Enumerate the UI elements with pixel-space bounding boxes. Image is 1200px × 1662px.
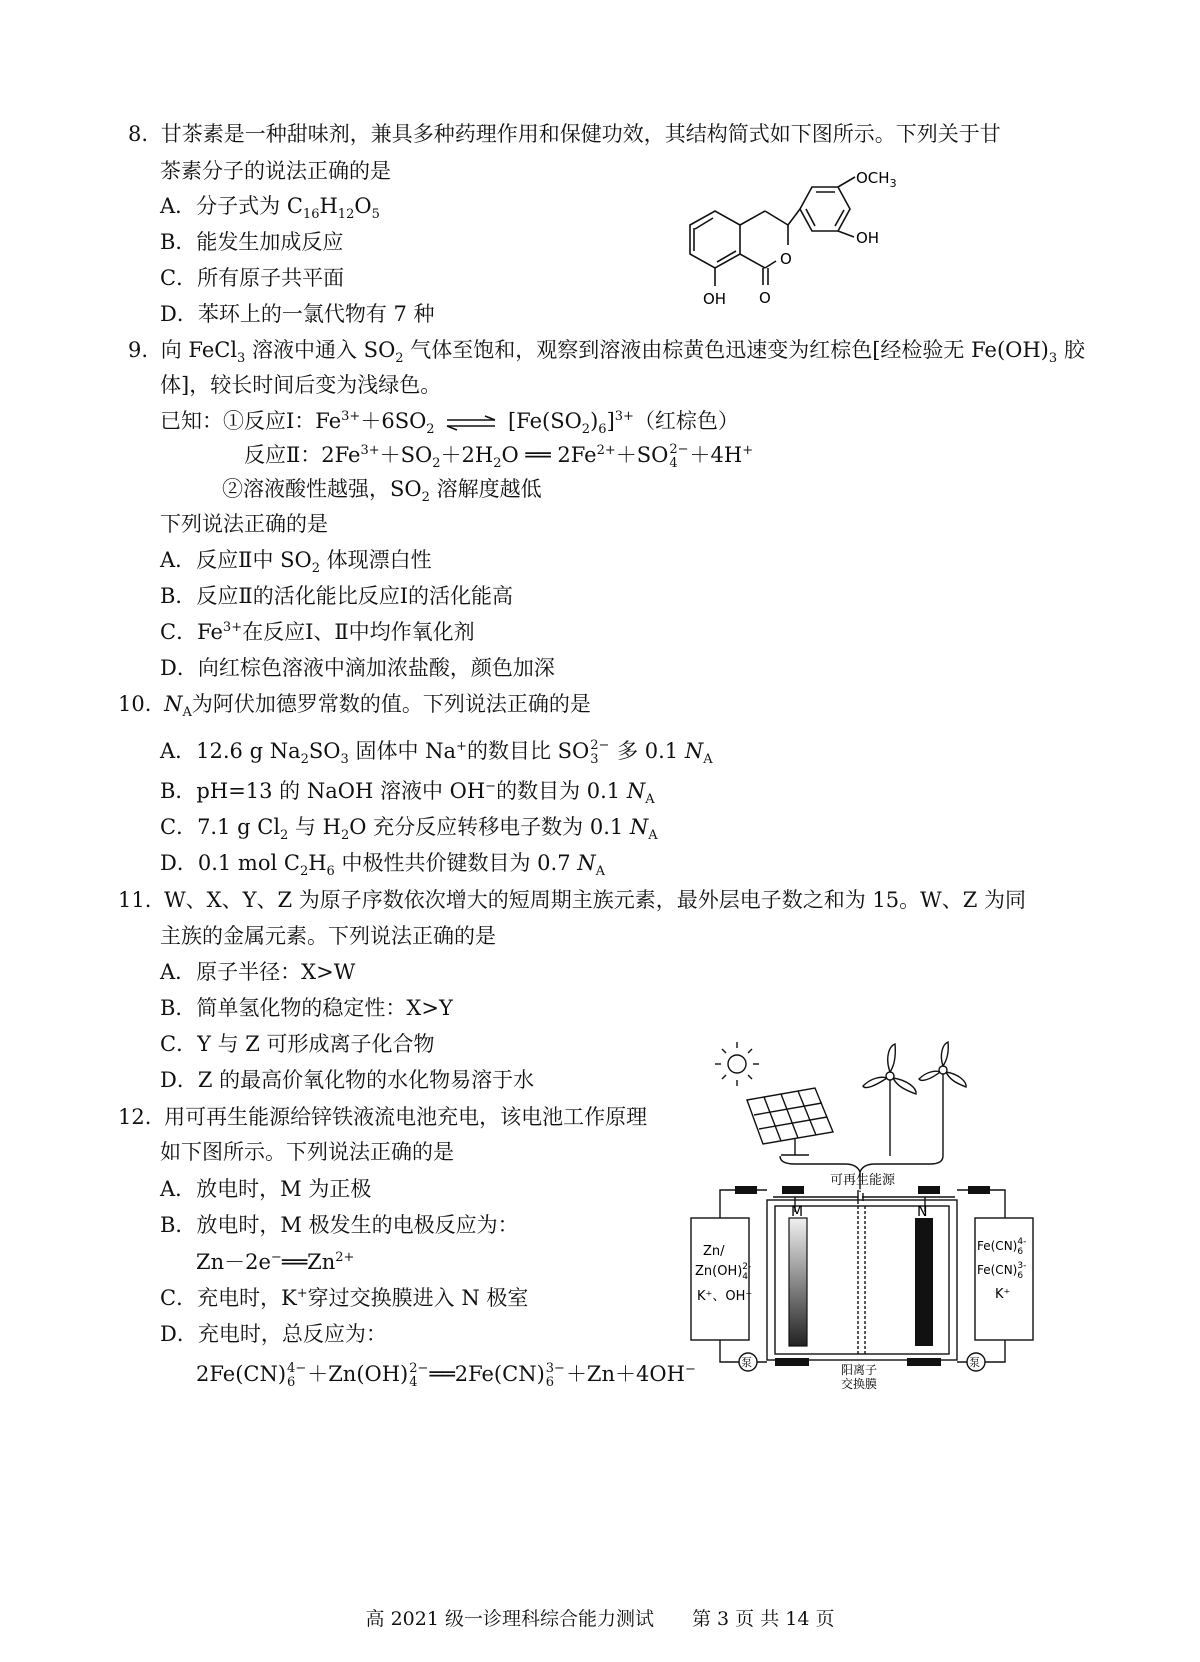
page-footer: 高 2021 级一诊理科综合能力测试 第 3 页 共 14 页 <box>365 1608 835 1630</box>
phenol-oh-label: OH <box>703 290 727 308</box>
right-tank-label-2: Fe(CN)$^{3-}$6 <box>977 1261 1027 1281</box>
q10-option-b: B．pH=13 的 NaOH 溶液中 OH−的数目为 0.1 $N_A$ <box>160 779 655 808</box>
left-tank-label-3: K⁺、OH⁻ <box>697 1289 753 1304</box>
q9-stem-line1: 9. 向 FeCl$_3$ 溶液中通入 $SO_2$ 气体至饱和，观察到溶液由棕黄色迅速变为红棕色[经检验无 $Fe(OH)_3$ 胶 <box>128 338 1085 367</box>
pump-label-right: 泵 <box>969 1356 980 1369</box>
ring-oh-label: OH <box>856 229 880 247</box>
electrode-n-label: N <box>917 1204 928 1220</box>
q9-known-reaction-1: 已知：①反应Ⅰ：$Fe^{3+}+6SO_2$ $[Fe(SO_2)_6]^{3+}$（红棕色） <box>160 409 739 438</box>
q8-option-d: D．苯环上的一氯代物有 7 种 <box>160 302 435 326</box>
carbonyl-oxygen-label: O <box>759 289 771 307</box>
q9-prompt: 下列说法正确的是 <box>160 512 328 536</box>
left-tank-label-2: Zn(OH)$^{2-}$4 <box>695 1262 752 1282</box>
wind-turbine-icon-2 <box>919 1042 966 1156</box>
q10-stem: 10. $N_A$为阿伏加德罗常数的值。下列说法正确的是 <box>118 692 591 721</box>
wind-turbine-icon <box>863 1044 916 1156</box>
q8-option-c: C．所有原子共平面 <box>160 266 345 290</box>
q10-option-c: C．7.1 g $Cl_2$ 与 $H_2O$ 充分反应转移电子数为 0.1 $N_A$ <box>160 815 658 844</box>
q8-option-a: A．分子式为 $C_{16}H_{12}O_5$ <box>160 194 380 223</box>
q12-option-b: B．放电时，M 极发生的电极反应为： <box>160 1213 519 1237</box>
electrode-n <box>915 1218 933 1346</box>
q12-stem-line2: 如下图所示。下列说法正确的是 <box>160 1140 454 1164</box>
electrode-m-label: M <box>791 1204 804 1220</box>
right-tank-label-3: K⁺ <box>995 1287 1011 1302</box>
renewable-energy-label: 可再生能源 <box>830 1173 896 1188</box>
q12-option-b-equation: $Zn-2e^-══Zn^{2+}$ <box>196 1250 355 1274</box>
q11-number: 11. <box>118 888 152 912</box>
q12-option-d: D．充电时，总反应为： <box>160 1322 387 1346</box>
q11-option-d: D．Z 的最高价氧化物的水化物易溶于水 <box>160 1068 535 1092</box>
q11-option-a: A．原子半径：X>W <box>160 960 356 984</box>
ring-oxygen-label: O <box>780 250 792 268</box>
q9-stem-line2: 体]，较长时间后变为浅绿色。 <box>160 373 442 397</box>
q10-number: 10. <box>118 692 152 716</box>
q9-option-a: A．反应Ⅱ中 $SO_2$ 体现漂白性 <box>160 548 432 577</box>
sun-rays <box>715 1042 759 1086</box>
methoxy-label: $OCH_3$ <box>856 169 897 190</box>
q8-stem-line2: 茶素分子的说法正确的是 <box>160 159 391 183</box>
q11-stem-line2: 主族的金属元素。下列说法正确的是 <box>160 924 496 948</box>
q8-option-b: B．能发生加成反应 <box>160 230 344 254</box>
right-tank-label-1: Fe(CN)$^{4-}$6 <box>977 1237 1027 1257</box>
q8-stem-line1: 8. 甘茶素是一种甜味剂，兼具多种药理作用和保健功效，其结构简式如下图所示。下列关于甘 <box>128 122 1001 146</box>
q12-option-c: C．充电时，K+穿过交换膜进入 N 极室 <box>160 1286 529 1310</box>
q10-option-a: A．12.6 g $Na_2SO_3$ 固体中 Na+的数目比 SO 2− 3 多 0.1 $N_A$ <box>160 737 713 768</box>
q9-option-b: B．反应Ⅱ的活化能比反应Ⅰ的活化能高 <box>160 584 513 608</box>
q8-number: 8. <box>128 122 149 146</box>
q9-option-c: C．$Fe^{3+}$在反应Ⅰ、Ⅱ中均作氧化剂 <box>160 620 475 644</box>
equilibrium-arrow-icon <box>445 415 497 431</box>
left-tank-label-1: Zn/ <box>703 1244 725 1259</box>
membrane-label-2: 交换膜 <box>841 1377 878 1390</box>
q12-option-d-equation: 2Fe(CN) 4− 6 ＋Zn(OH) 2− 4 ══2Fe(CN) 3− 6 ＋Zn＋4OH− <box>196 1360 696 1390</box>
membrane-label-1: 阳离子 <box>841 1363 878 1377</box>
q9-known-reaction-2: 反应Ⅱ：$2Fe^{3+}+SO_2+2H_2O$ ══ $2Fe^{2+}+SO$ 2− 4 ＋4H+ <box>244 441 754 472</box>
q12-number: 12. <box>118 1105 152 1129</box>
q11-stem-line1: 11. W、X、Y、Z 为原子序数依次增大的短周期主族元素，最外层电子数之和为 15。W、Z 为同 <box>118 888 1027 912</box>
flow-battery-diagram <box>685 1040 1035 1390</box>
q9-option-d: D．向红棕色溶液中滴加浓盐酸，颜色加深 <box>160 656 555 680</box>
electrode-m <box>789 1218 807 1346</box>
q11-option-c: C．Y 与 Z 可形成离子化合物 <box>160 1032 435 1056</box>
pump-label-left: 泵 <box>741 1356 752 1369</box>
sun-icon <box>728 1055 746 1073</box>
q11-option-b: B．简单氢化物的稳定性：X>Y <box>160 996 453 1020</box>
q9-number: 9. <box>128 338 149 362</box>
q9-known-note-2: ②溶液酸性越强，$SO_2$ 溶解度越低 <box>222 477 542 506</box>
q12-stem-line1: 12. 用可再生能源给锌铁液流电池充电，该电池工作原理 <box>118 1105 648 1129</box>
q12-option-a: A．放电时，M 为正极 <box>160 1177 372 1201</box>
q10-option-d: D．0.1 mol $C_2H_6$ 中极性共价键数目为 0.7 $N_A$ <box>160 851 606 880</box>
solar-panel-icon <box>747 1088 833 1155</box>
molecule-structure-diagram <box>660 165 940 325</box>
